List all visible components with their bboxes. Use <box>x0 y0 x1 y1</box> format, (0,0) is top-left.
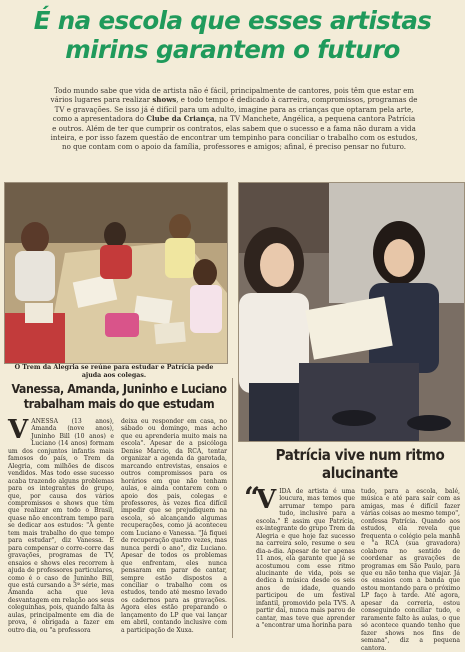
section-right-title: Patrícia vive num ritmo alucinante <box>275 446 445 482</box>
section-right-dropcap: V <box>256 485 277 515</box>
section-left-title: Vanessa, Amanda, Juninho e Luciano trabalham mais do que estudam <box>11 382 227 411</box>
lead-text-3: , na TV Manchete, Angélica, a pequena cantora Patrícia e outros. Além de ter que cumprir os contratos, elas sabem que o sucesso e a fama não duram a vida inteira, e por isso fazem questão de encontrar um tempinho para conciliar o trabalho com os estudos, no que contam com o apoio da família, professores e amigos; afinal, é preciso pensar no futuro. <box>50 114 418 152</box>
section-left-col2-text: deixa eu responder em casa, no sábado ou domingo, mas acho que eu aprenderia muito mais na escola". Apesar de a psicóloga Denise Marcio, da RCA, tentar organizar a agenda da garotada, marcando entrevistas, ensaios e outros compromissos para os horários em que não tenham aulas, e ainda contarem com o apoio dos pais, colegas e professores, às vezes fica difícil impedir que se prejudiquem na escola, só alcançando algumas recuperações, como já aconteceu com Luciano e Vanessa. "Já fiquei de recuperação quatro vezes, mas nunca perdi o ano", diz Luciano. Apesar de todos os problemas que enfrentam, eles nunca pensaram em parar de cantar, sempre estão dispostos a conciliar o trabalho com os estudos, tendo até mesmo levado os cadernos para as gravações. Agora eles estão preparando o lançamento do LP que vai lançar em abril, contando inclusive com a participação de Xuxa. <box>121 418 227 634</box>
lead-text-1: Todo mundo sabe que vida de artista não é fácil, principalmente de cantores, pois têm que estar em vários lugares para realizar <box>50 86 415 105</box>
section-right-col1-text: IDA de artista é uma loucura, mas temos que arrumar tempo para tudo, inclusive para a escola." É assim que Patrícia, ex-integrante do grupo Trem da Alegria e que hoje faz sucesso na carreira solo, resume o seu dia-a-dia. Apesar de ter apenas 11 anos, ela garante que já se acostumou com esse ritmo alucinante de vida, pois se dedica à música desde os seis anos de idade, quando participou de um festival infantil, promovido pela TVS. A partir daí, nunca mais parou de cantar, mas teve que aprender a "encontrar uma horinha para <box>256 488 355 630</box>
photo-group-studying-illustration <box>5 183 227 363</box>
photo-patricia <box>238 182 465 442</box>
lead-clube: Clube da Criança <box>146 114 215 124</box>
quote-mark: “ <box>244 481 261 514</box>
lead-text-2: , e todo tempo é dedicado à carreira, compromissos, programas de TV e gravações. Se isso já é difícil para um adulto, imagine para as crianças que optaram pela arte, como a apresentadora do <box>52 95 418 124</box>
photo-patricia-illustration <box>239 183 464 441</box>
section-left-column-1 <box>8 415 114 640</box>
lead-paragraph <box>50 86 418 152</box>
column-divider <box>232 378 233 638</box>
headline-line-2: mirins garantem o futuro <box>65 35 400 64</box>
section-left-dropcap: V <box>8 415 29 445</box>
lead-shows: shows <box>152 95 177 105</box>
photo-caption-left: O Trem da Alegria se reúne para estudar e Patrícia pede ajuda aos colegas. <box>14 364 214 379</box>
section-left-column-2 <box>121 418 227 640</box>
headline-line-1: É na escola que esses artistas <box>33 6 432 35</box>
section-right-column-2 <box>361 488 460 652</box>
section-right-column-1 <box>256 485 355 640</box>
section-left-col1-text: ANESSA (13 anos), Amanda (nove anos), Juninho Bill (10 anos) e Luciano (14 anos) formam um dos conjuntos infantis mais famosos do país, o Trem da Alegria, com milhões de discos vendidos. Mas todo esse sucesso acaba trazendo alguns problemas para os integrantes do grupo, que, por causa dos vários compromissos e shows que têm que realizar em todo o Brasil, quase não encontram tempo para se dedicar aos estudos: "A gente tem mais trabalho do que tempo para estudar", diz Vanessa. E para compensar o corre-corre das gravações, programas de TV, ensaios e shows eles recorrem à ajuda de professores particulares, como é o caso de Juninho Bill, que está cursando a 3ª série, mas Amanda acha que leva desvantagem em relação aos seus coleguinhas, pois, quando falta às aulas, principalmente em dia de prova, é obrigada a fazer em outro dia, ou "a professora <box>8 418 114 634</box>
photo-group-studying <box>4 182 228 364</box>
headline <box>10 6 455 64</box>
section-right-col2-text: tudo, para a escola, balé, música e até para sair com as amigas, mas é difícil fazer várias coisas ao mesmo tempo", confessa Patrícia. Quando aos estudos, ela revela que frequenta o colégio pela manhã e "a RCA (sua gravadora) colabora no sentido de coordenar as gravações de programas em São Paulo, para que eu não tenha que viajar. Já os ensaios com a banda que estou montando para o próximo LP faço à tarde. Até agora, apesar da correria, estou conseguindo conciliar tudo, e raramente falto às aulas, o que só acontece quando tenho que fazer shows nos fins de semana", diz a pequena cantora. <box>361 488 460 652</box>
